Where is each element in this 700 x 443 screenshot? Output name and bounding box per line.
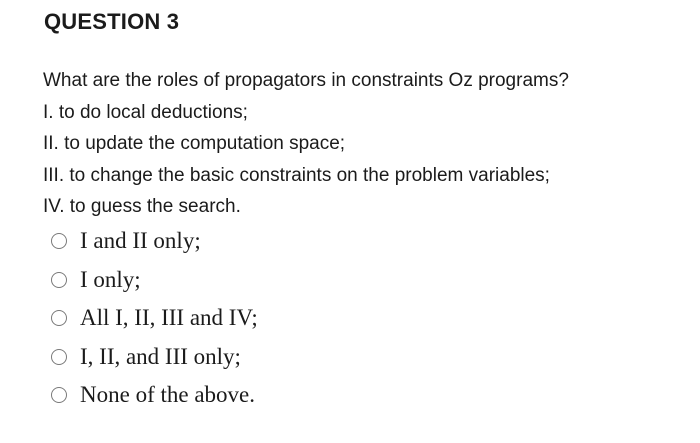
answer-option-3[interactable] [51, 299, 258, 337]
answer-option-5[interactable] [51, 376, 258, 414]
radio-button[interactable] [51, 310, 67, 326]
answer-option-label[interactable]: None of the above. [80, 382, 255, 407]
answer-option-4[interactable] [51, 338, 258, 376]
radio-button[interactable] [51, 387, 67, 403]
statement-i: I. to do local deductions; [43, 101, 248, 123]
answer-option-2[interactable] [51, 261, 258, 299]
question-prompt: What are the roles of propagators in constraints Oz programs? [43, 70, 569, 91]
answer-option-label[interactable]: I, II, and III only; [80, 343, 241, 369]
statement-iv: IV. to guess the search. [43, 196, 241, 217]
answer-option-1[interactable] [51, 222, 258, 260]
answer-options [51, 222, 258, 415]
answer-option-label[interactable]: I only; [80, 266, 141, 292]
radio-button[interactable] [51, 349, 67, 365]
question-stem [43, 65, 569, 223]
statement-ii: II. to update the computation space; [43, 133, 346, 154]
answer-option-label[interactable]: I and II only; [80, 228, 201, 253]
radio-button[interactable] [51, 233, 67, 249]
radio-button[interactable] [51, 272, 67, 288]
question-title: QUESTION 3 [44, 9, 180, 34]
answer-option-label[interactable]: All I, II, III and IV; [80, 305, 258, 330]
statement-iii: III. to change the basic constraints on the problem variables; [43, 164, 550, 186]
